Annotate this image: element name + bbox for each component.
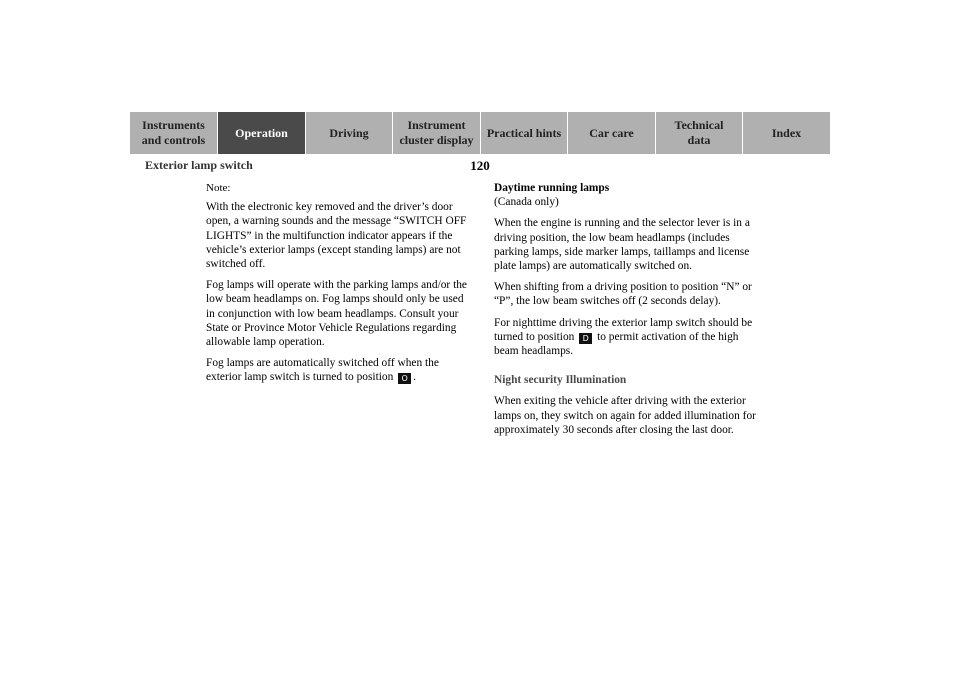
tab-label: Index: [771, 125, 802, 140]
tab-index[interactable]: [743, 112, 830, 154]
note-label: Note:: [206, 182, 231, 194]
tab-practical-hints[interactable]: [481, 112, 568, 154]
tab-instruments-and-controls[interactable]: [130, 112, 218, 154]
tab-instrument-cluster-display[interactable]: [393, 112, 481, 154]
chapter-tab-bar: [130, 112, 830, 154]
right-column: [494, 181, 764, 444]
tab-car-care[interactable]: [568, 112, 656, 154]
fog-auto-off-text: Fog lamps are automatically switched off when the exterior lamp switch is turned to position O .: [206, 357, 439, 384]
canada-only-note: (Canada only): [494, 196, 559, 209]
lamp-position-symbol-icon: O: [398, 373, 411, 384]
drl-text-engine-running: When the engine is running and the selector lever is in a driving position, the low beam headlamps (includes parking lamps, side marker lamps, taillamps and license plate lamps) are automatically switched on.: [494, 217, 750, 273]
spacer: [494, 365, 764, 373]
tab-label: Car care: [589, 125, 634, 140]
note-text: With the electronic key removed and the driver’s door open, a warning sounds and the message “SWITCH OFF LIGHTS” in the multifunction indicator appears if the vehicle’s exterior lamps (except standing lamps) are not switched off.: [206, 201, 467, 271]
tab-technical-data[interactable]: [656, 112, 743, 154]
left-column: [206, 181, 474, 392]
tab-label: Driving: [329, 125, 369, 140]
fog-lamps-text: Fog lamps will operate with the parking lamps and/or the low beam headlamps on. Fog lamps should only be used in conjunction with low beam headlamps. Consult your State or Province Motor Vehicle Regulations regarding allowable lamp operation.: [206, 279, 467, 349]
drl-text-shifting: When shifting from a driving position to position “N” or “P”, the low beam switches off (2 seconds delay).: [494, 281, 752, 308]
page-number: 120: [470, 158, 490, 173]
tab-label: Operation: [235, 125, 288, 140]
tab-label: Technical data: [674, 118, 724, 147]
tab-operation[interactable]: [218, 112, 306, 154]
tab-label: Instrument cluster display: [399, 118, 474, 147]
tab-label: Practical hints: [486, 125, 562, 140]
tab-label: Instruments and controls: [141, 118, 206, 147]
drl-text-nighttime: For nighttime driving the exterior lamp switch should be turned to position D to permit activation of the high beam headlamps.: [494, 316, 753, 358]
high-beam-position-symbol-icon: D: [579, 333, 592, 344]
night-security-text: When exiting the vehicle after driving with the exterior lamps on, they switch on again for added illumination for approximately 30 seconds after closing the last door.: [494, 395, 756, 436]
section-title: Exterior lamp switch: [145, 158, 253, 172]
daytime-running-lamps-heading: Daytime running lamps: [494, 182, 610, 194]
night-security-heading: Night security Illumination: [494, 374, 627, 387]
tab-driving[interactable]: [306, 112, 393, 154]
